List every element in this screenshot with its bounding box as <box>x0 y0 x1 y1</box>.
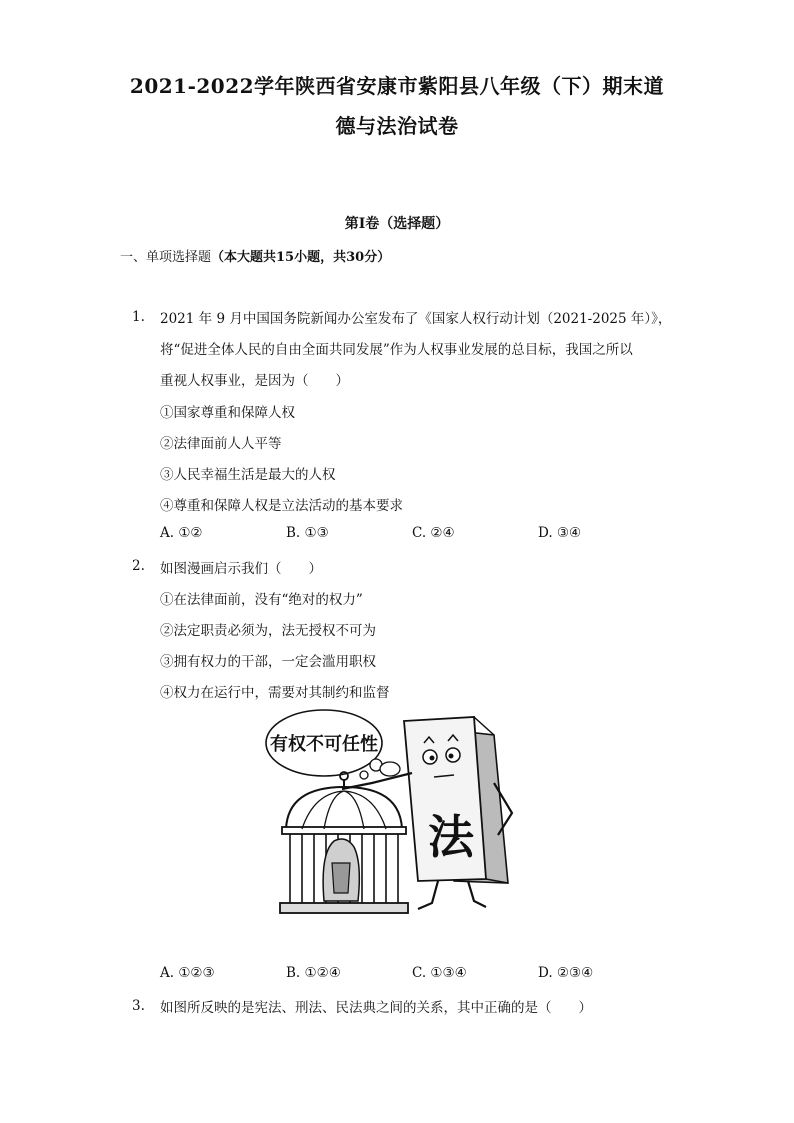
q1-item-4: ④尊重和保障人权是立法活动的基本要求 <box>160 498 403 514</box>
q2-item-1: ①在法律面前，没有“绝对的权力” <box>160 592 363 608</box>
q2-item-3: ③拥有权力的干部，一定会滥用职权 <box>160 654 376 670</box>
q1-stem-line2: 将“促进全体人民的自由全面共同发展”作为人权事业发展的总目标，我国之所以 <box>160 342 633 358</box>
book-character-label: 法 <box>428 810 474 864</box>
q1-item-2: ②法律面前人人平等 <box>160 436 282 452</box>
q1-number: 1. <box>132 309 145 325</box>
section-prefix: 一、单项选择题 <box>120 250 212 265</box>
q2-stem: 如图漫画启示我们（ ） <box>160 561 322 577</box>
q1-option-b[interactable]: B. ①③ <box>286 525 329 541</box>
section-info: （本大题共15小题，共30分） <box>211 250 391 265</box>
q2-option-a[interactable]: A. ①②③ <box>160 965 215 981</box>
q1-item-3: ③人民幸福生活是最大的人权 <box>160 467 336 483</box>
cartoon-law-caging-power <box>262 703 532 925</box>
q1-item-1: ①国家尊重和保障人权 <box>160 405 295 421</box>
q2-item-2: ②法定职责必须为，法无授权不可为 <box>160 623 376 639</box>
q1-stem-line3: 重视人权事业，是因为（ ） <box>160 373 349 389</box>
q1-option-d[interactable]: D. ③④ <box>538 525 582 541</box>
q3-stem: 如图所反映的是宪法、刑法、民法典之间的关系，其中正确的是（ ） <box>160 1000 592 1016</box>
q1-stem-line1: 2021 年 9 月中国国务院新闻办公室发布了《国家人权行动计划（2021-2025 年）》， <box>160 311 672 327</box>
q1-option-c[interactable]: C. ②④ <box>412 525 455 541</box>
bubble-text: 有权不可任性 <box>270 734 378 755</box>
exam-title-line2: 德与法治试卷 <box>335 114 459 138</box>
q2-option-b[interactable]: B. ①②④ <box>286 965 341 981</box>
volume-heading: 第Ⅰ卷（选择题） <box>344 216 450 232</box>
q2-number: 2. <box>132 558 145 574</box>
q1-option-a[interactable]: A. ①② <box>160 525 203 541</box>
birdcage-icon <box>280 772 408 913</box>
exam-title-line1: 2021-2022学年陕西省安康市紫阳县八年级（下）期末道 <box>129 74 665 98</box>
q3-number: 3. <box>132 998 145 1014</box>
section-heading <box>120 246 390 265</box>
q2-item-4: ④权力在运行中，需要对其制约和监督 <box>160 685 390 701</box>
q2-option-c[interactable]: C. ①③④ <box>412 965 467 981</box>
q2-option-d[interactable]: D. ②③④ <box>538 965 594 981</box>
